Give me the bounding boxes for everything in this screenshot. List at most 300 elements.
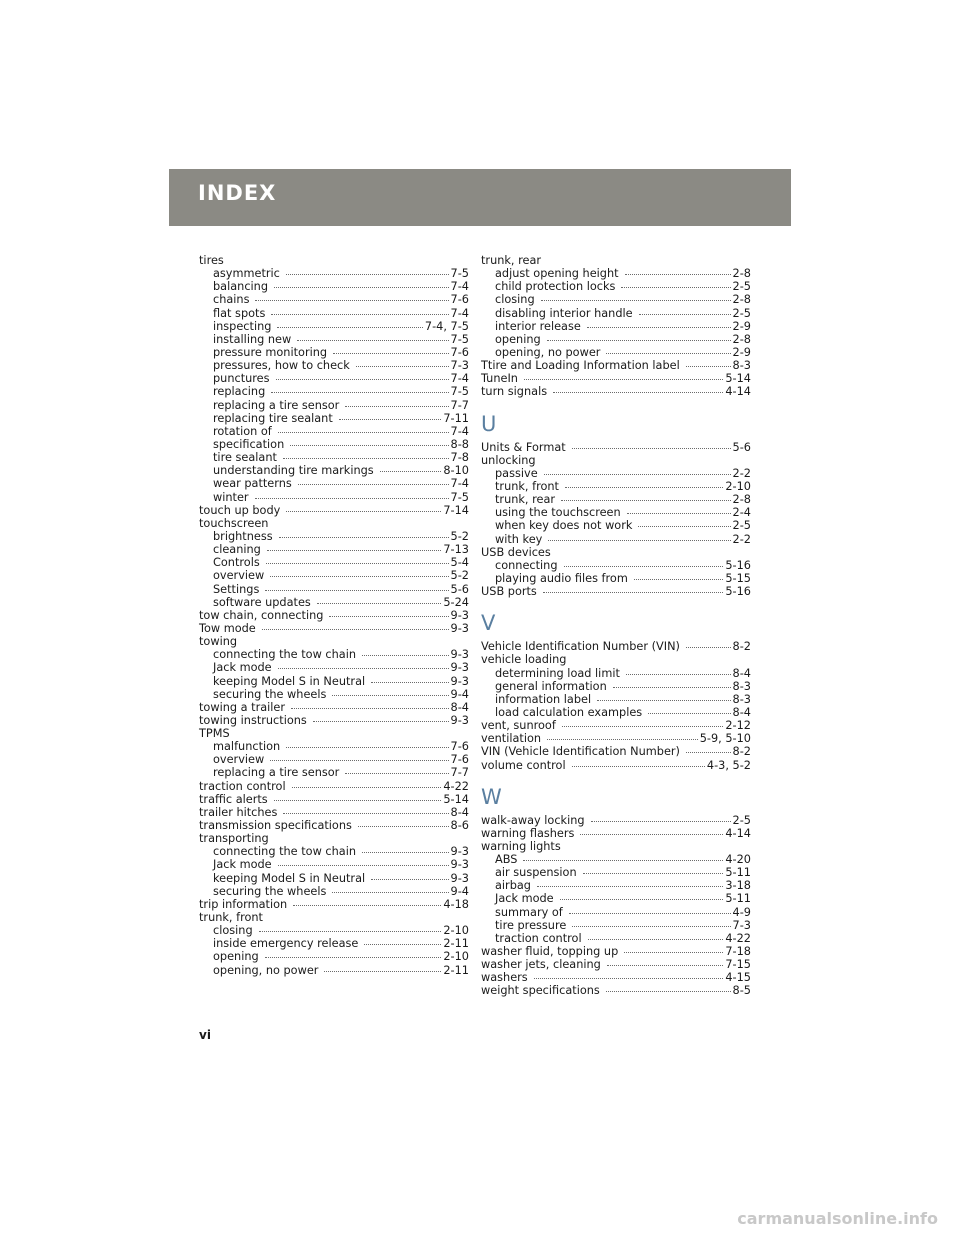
dot-leader bbox=[565, 478, 723, 488]
dot-leader bbox=[606, 982, 731, 992]
dot-leader bbox=[537, 877, 723, 887]
index-term: vehicle loading bbox=[481, 653, 567, 667]
dot-leader bbox=[345, 397, 448, 407]
index-term: keeping Model S in Neutral bbox=[213, 674, 366, 688]
index-page-ref[interactable]: 7-5 bbox=[450, 385, 469, 399]
index-page-ref[interactable]: 9-3 bbox=[450, 608, 469, 622]
index-term: securing the wheels bbox=[213, 687, 327, 701]
index-term: overview bbox=[213, 569, 265, 583]
dot-leader bbox=[597, 691, 730, 701]
index-entry bbox=[481, 984, 751, 997]
index-page-ref[interactable]: 8-2 bbox=[732, 745, 751, 759]
index-term: opening bbox=[495, 332, 541, 346]
index-section-letter: U bbox=[481, 411, 497, 436]
dot-leader bbox=[627, 504, 731, 514]
index-term: punctures bbox=[213, 372, 270, 386]
index-subentry bbox=[481, 533, 751, 546]
index-page-ref[interactable]: 2-5 bbox=[732, 306, 751, 320]
index-term: ABS bbox=[495, 853, 518, 867]
dot-leader bbox=[639, 305, 731, 315]
dot-leader bbox=[564, 557, 724, 567]
index-term: information label bbox=[495, 692, 592, 706]
index-page-ref[interactable]: 5-2 bbox=[450, 569, 469, 583]
dot-leader bbox=[283, 804, 448, 814]
index-page-ref[interactable]: 2-5 bbox=[732, 519, 751, 533]
index-page-ref[interactable]: 2-4 bbox=[732, 506, 751, 520]
index-term: rotation of bbox=[213, 424, 272, 438]
index-page-ref[interactable]: 7-6 bbox=[450, 293, 469, 307]
dot-leader bbox=[686, 638, 731, 648]
index-term: opening, no power bbox=[495, 345, 601, 359]
index-term: Units & Format bbox=[481, 440, 566, 454]
index-page-ref[interactable]: 4-15 bbox=[725, 971, 751, 985]
dot-leader bbox=[624, 943, 723, 953]
index-term: opening, no power bbox=[213, 963, 319, 977]
dot-leader bbox=[291, 699, 449, 709]
index-term: specification bbox=[213, 437, 285, 451]
index-page-ref[interactable]: 7-14 bbox=[443, 503, 469, 517]
index-term: replacing a tire sensor bbox=[213, 398, 340, 412]
index-page-ref[interactable]: 2-10 bbox=[443, 950, 469, 964]
dot-leader bbox=[290, 436, 448, 446]
index-term: washer jets, cleaning bbox=[481, 958, 601, 972]
dot-leader bbox=[255, 291, 448, 301]
index-entry bbox=[199, 504, 469, 517]
index-term: trunk, front bbox=[199, 911, 263, 925]
dot-leader bbox=[569, 904, 731, 914]
index-term: trunk, rear bbox=[481, 254, 542, 267]
dot-leader bbox=[638, 517, 730, 527]
index-page-ref[interactable]: 7-18 bbox=[725, 945, 751, 959]
index-entry bbox=[199, 898, 469, 911]
dot-leader bbox=[329, 607, 448, 617]
index-term: TPMS bbox=[199, 727, 230, 741]
index-page-ref[interactable]: 5-16 bbox=[725, 558, 751, 572]
index-page-ref[interactable]: 7-8 bbox=[450, 451, 469, 465]
index-page-ref[interactable]: 7-13 bbox=[443, 543, 469, 557]
index-term: airbag bbox=[495, 879, 531, 893]
dot-leader bbox=[345, 764, 448, 774]
dot-leader bbox=[634, 570, 724, 580]
dot-leader bbox=[259, 922, 442, 932]
index-page-ref[interactable]: 4-22 bbox=[725, 931, 751, 945]
dot-leader bbox=[278, 856, 449, 866]
index-term: Jack mode bbox=[213, 661, 272, 675]
dot-leader bbox=[572, 757, 705, 767]
index-term: with key bbox=[495, 532, 543, 546]
index-page-ref[interactable]: 2-8 bbox=[732, 332, 751, 346]
index-term: malfunction bbox=[213, 740, 281, 754]
dot-leader bbox=[286, 502, 441, 512]
index-term: Jack mode bbox=[213, 858, 272, 872]
dot-leader bbox=[606, 344, 730, 354]
dot-leader bbox=[543, 583, 724, 593]
index-term: using the touchscreen bbox=[495, 506, 621, 520]
index-term: traffic alerts bbox=[199, 792, 268, 806]
index-page-ref[interactable]: 2-11 bbox=[443, 963, 469, 977]
index-entry bbox=[481, 385, 751, 398]
dot-leader bbox=[292, 778, 442, 788]
index-term: washers bbox=[481, 971, 528, 985]
index-subentry bbox=[199, 964, 469, 977]
index-term: playing audio files from bbox=[495, 571, 628, 585]
index-term: trailer hitches bbox=[199, 805, 278, 819]
index-term: when key does not work bbox=[495, 519, 633, 533]
index-page-ref[interactable]: 9-3 bbox=[450, 661, 469, 675]
dot-leader bbox=[293, 896, 441, 906]
dot-leader bbox=[332, 883, 448, 893]
index-page-ref[interactable]: 5-11 bbox=[725, 866, 751, 880]
index-page-ref[interactable]: 2-9 bbox=[732, 319, 751, 333]
index-page-ref[interactable]: 5-16 bbox=[725, 585, 751, 599]
dot-leader bbox=[265, 948, 442, 958]
dot-leader bbox=[362, 646, 449, 656]
index-page-ref[interactable]: 9-3 bbox=[450, 871, 469, 885]
dot-leader bbox=[534, 969, 724, 979]
index-term: washer fluid, topping up bbox=[481, 945, 619, 959]
dot-leader bbox=[266, 554, 449, 564]
dot-leader bbox=[541, 291, 731, 301]
dot-leader bbox=[547, 331, 731, 341]
index-page-ref[interactable]: 7-4 bbox=[450, 306, 469, 320]
dot-leader bbox=[548, 531, 730, 541]
index-entry bbox=[199, 622, 469, 635]
index-term: tires bbox=[199, 254, 224, 267]
index-page-ref[interactable]: 9-3 bbox=[450, 845, 469, 859]
dot-leader bbox=[297, 331, 448, 341]
index-page-ref[interactable]: 8-4 bbox=[450, 700, 469, 714]
dot-leader bbox=[332, 686, 448, 696]
index-term: walk-away locking bbox=[481, 813, 585, 827]
dot-leader bbox=[553, 383, 723, 393]
index-term: vent, sunroof bbox=[481, 719, 556, 733]
dot-leader bbox=[270, 567, 448, 577]
index-term: inside emergency release bbox=[213, 937, 359, 951]
index-page-ref[interactable]: 2-10 bbox=[725, 479, 751, 493]
index-term: traction control bbox=[199, 779, 286, 793]
dot-leader bbox=[271, 383, 448, 393]
index-term: weight specifications bbox=[481, 984, 600, 998]
index-page-ref[interactable]: 7-7 bbox=[450, 766, 469, 780]
dot-leader bbox=[265, 581, 448, 591]
dot-leader bbox=[523, 851, 723, 861]
index-page-ref[interactable]: 2-8 bbox=[732, 293, 751, 307]
dot-leader bbox=[364, 935, 441, 945]
index-term: tire pressure bbox=[495, 918, 567, 932]
index-section-letter: V bbox=[481, 611, 496, 636]
index-page-ref[interactable]: 2-8 bbox=[732, 493, 751, 507]
index-term: tire sealant bbox=[213, 451, 277, 465]
dot-leader bbox=[278, 423, 449, 433]
index-page-ref[interactable]: 4-20 bbox=[725, 853, 751, 867]
index-page-ref[interactable]: 2-8 bbox=[732, 267, 751, 281]
dot-leader bbox=[561, 491, 731, 501]
index-page-ref[interactable]: 2-2 bbox=[732, 532, 751, 546]
index-term: traction control bbox=[495, 931, 582, 945]
index-page-ref[interactable]: 7-15 bbox=[725, 958, 751, 972]
index-page-ref[interactable]: 9-4 bbox=[450, 884, 469, 898]
dot-leader bbox=[371, 870, 448, 880]
dot-leader bbox=[276, 370, 449, 380]
index-page-ref[interactable]: 7-4 bbox=[450, 280, 469, 294]
index-page-ref[interactable]: 7-6 bbox=[450, 345, 469, 359]
index-page-ref[interactable]: 7-5 bbox=[450, 267, 469, 281]
index-term: USB devices bbox=[481, 545, 551, 559]
index-page-ref[interactable]: 2-5 bbox=[732, 280, 751, 294]
dot-leader bbox=[324, 962, 441, 972]
index-term: tow chain, connecting bbox=[199, 608, 324, 622]
index-page-ref[interactable]: 7-5 bbox=[450, 490, 469, 504]
dot-leader bbox=[362, 843, 449, 853]
dot-leader bbox=[625, 265, 731, 275]
index-page-ref[interactable]: 7-3 bbox=[450, 359, 469, 373]
index-term: closing bbox=[495, 293, 535, 307]
dot-leader bbox=[255, 489, 449, 499]
dot-leader bbox=[621, 278, 730, 288]
index-page-ref[interactable]: 4-22 bbox=[443, 779, 469, 793]
dot-leader bbox=[274, 278, 449, 288]
dot-leader bbox=[591, 812, 731, 822]
index-term: towing a trailer bbox=[199, 700, 286, 714]
index-term: summary of bbox=[495, 905, 563, 919]
page-number: vi bbox=[199, 1028, 211, 1042]
index-page-ref[interactable]: 8-4 bbox=[450, 805, 469, 819]
dot-leader bbox=[358, 817, 449, 827]
index-term: disabling interior handle bbox=[495, 306, 633, 320]
index-page-ref[interactable]: 7-6 bbox=[450, 740, 469, 754]
index-term: connecting the tow chain bbox=[213, 648, 356, 662]
index-page-ref[interactable]: 3-18 bbox=[725, 879, 751, 893]
dot-leader bbox=[572, 439, 731, 449]
index-term: towing instructions bbox=[199, 713, 307, 727]
index-term: installing new bbox=[213, 332, 292, 346]
index-page-ref[interactable]: 2-9 bbox=[732, 345, 751, 359]
dot-leader bbox=[613, 678, 731, 688]
dot-leader bbox=[270, 751, 448, 761]
index-page-ref[interactable]: 7-4 bbox=[450, 424, 469, 438]
index-page-ref[interactable]: 8-3 bbox=[732, 692, 751, 706]
index-term: wear patterns bbox=[213, 477, 292, 491]
index-page-ref[interactable]: 7-7 bbox=[450, 398, 469, 412]
index-entry bbox=[481, 827, 751, 840]
dot-leader bbox=[279, 528, 449, 538]
index-page-ref[interactable]: 4-14 bbox=[725, 385, 751, 399]
dot-leader bbox=[587, 318, 731, 328]
dot-leader bbox=[286, 265, 449, 275]
index-page-ref[interactable]: 8-4 bbox=[732, 666, 751, 680]
index-term: connecting bbox=[495, 558, 558, 572]
index-term: determining load limit bbox=[495, 666, 620, 680]
index-page-ref[interactable]: 5-14 bbox=[725, 372, 751, 386]
dot-leader bbox=[607, 956, 724, 966]
index-term: replacing tire sealant bbox=[213, 411, 333, 425]
index-term: touch up body bbox=[199, 503, 281, 517]
index-term: cleaning bbox=[213, 543, 261, 557]
index-page-ref[interactable]: 5-24 bbox=[443, 595, 469, 609]
index-page-ref[interactable]: 5-6 bbox=[732, 440, 751, 454]
index-term: turn signals bbox=[481, 385, 548, 399]
index-page-ref[interactable]: 8-5 bbox=[732, 984, 751, 998]
index-term: VIN (Vehicle Identification Number) bbox=[481, 745, 680, 759]
index-term: closing bbox=[213, 924, 253, 938]
dot-leader bbox=[274, 791, 442, 801]
index-page-ref[interactable]: 7-6 bbox=[450, 753, 469, 767]
dot-leader bbox=[313, 712, 449, 722]
index-term: keeping Model S in Neutral bbox=[213, 871, 366, 885]
index-term: chains bbox=[213, 293, 250, 307]
index-page-ref[interactable]: 5-14 bbox=[443, 792, 469, 806]
index-term: connecting the tow chain bbox=[213, 845, 356, 859]
dot-leader bbox=[339, 410, 442, 420]
index-page-ref[interactable]: 2-2 bbox=[732, 466, 751, 480]
index-page-ref[interactable]: 7-3 bbox=[732, 918, 751, 932]
dot-leader bbox=[317, 594, 442, 604]
index-term: replacing a tire sensor bbox=[213, 766, 340, 780]
index-term: transmission specifications bbox=[199, 819, 352, 833]
index-page-ref[interactable]: 5-6 bbox=[450, 582, 469, 596]
dot-leader bbox=[271, 305, 448, 315]
index-term: unlocking bbox=[481, 453, 536, 467]
index-term: inspecting bbox=[213, 319, 272, 333]
index-page-ref[interactable]: 5-4 bbox=[450, 556, 469, 570]
index-term: Tow mode bbox=[199, 621, 256, 635]
index-term: pressure monitoring bbox=[213, 345, 328, 359]
dot-leader bbox=[524, 370, 723, 380]
index-page-ref[interactable]: 2-12 bbox=[725, 719, 751, 733]
index-term: Ttire and Loading Information label bbox=[481, 359, 680, 373]
index-page-ref[interactable]: 5-15 bbox=[725, 571, 751, 585]
index-term: pressures, how to check bbox=[213, 359, 350, 373]
index-term: winter bbox=[213, 490, 249, 504]
index-page-ref[interactable]: 8-4 bbox=[732, 705, 751, 719]
index-term: transporting bbox=[199, 832, 269, 846]
index-term: towing bbox=[199, 635, 238, 649]
index-term: opening bbox=[213, 950, 259, 964]
dot-leader bbox=[648, 704, 730, 714]
index-term: load calculation examples bbox=[495, 705, 643, 719]
dot-leader bbox=[380, 462, 442, 472]
index-term: Settings bbox=[213, 582, 260, 596]
index-term: warning lights bbox=[481, 839, 561, 853]
index-term: ventilation bbox=[481, 732, 542, 746]
index-term: general information bbox=[495, 679, 607, 693]
index-term: overview bbox=[213, 753, 265, 767]
index-column-left bbox=[199, 254, 469, 977]
dot-leader bbox=[371, 673, 448, 683]
index-page-ref[interactable]: 8-3 bbox=[732, 679, 751, 693]
dot-leader bbox=[286, 738, 448, 748]
index-page-ref[interactable]: 9-3 bbox=[450, 648, 469, 662]
index-page-ref[interactable]: 9-4 bbox=[450, 687, 469, 701]
index-page-ref[interactable]: 9-3 bbox=[450, 858, 469, 872]
dot-leader bbox=[583, 864, 724, 874]
index-entry bbox=[481, 585, 751, 598]
index-entry bbox=[199, 714, 469, 727]
index-page-ref[interactable]: 4-18 bbox=[443, 897, 469, 911]
index-term: securing the wheels bbox=[213, 884, 327, 898]
index-term: replacing bbox=[213, 385, 266, 399]
dot-leader bbox=[298, 475, 449, 485]
dot-leader bbox=[626, 665, 731, 675]
page-title: INDEX bbox=[198, 181, 277, 205]
dot-leader bbox=[262, 620, 449, 630]
index-term: passive bbox=[495, 466, 538, 480]
index-term: child protection locks bbox=[495, 280, 616, 294]
index-term: adjust opening height bbox=[495, 267, 619, 281]
index-term: USB ports bbox=[481, 585, 537, 599]
index-term: trip information bbox=[199, 897, 288, 911]
index-term: balancing bbox=[213, 280, 268, 294]
index-term: touchscreen bbox=[199, 516, 269, 530]
index-term: understanding tire markings bbox=[213, 464, 374, 478]
index-page-ref[interactable]: 7-4 bbox=[450, 477, 469, 491]
index-page-ref[interactable]: 7-5 bbox=[450, 332, 469, 346]
index-page-ref[interactable]: 2-11 bbox=[443, 937, 469, 951]
index-page-ref[interactable]: 8-8 bbox=[450, 437, 469, 451]
index-page-ref[interactable]: 8-3 bbox=[732, 359, 751, 373]
dot-leader bbox=[544, 465, 731, 475]
dot-leader bbox=[356, 357, 449, 367]
index-page-ref[interactable]: 7-4, 7-5 bbox=[424, 319, 469, 333]
index-term: Controls bbox=[213, 556, 260, 570]
dot-leader bbox=[333, 344, 448, 354]
index-page-ref[interactable]: 2-5 bbox=[732, 813, 751, 827]
index-page-ref[interactable]: 4-14 bbox=[725, 826, 751, 840]
index-page-ref[interactable]: 8-2 bbox=[732, 640, 751, 654]
dot-leader bbox=[277, 318, 422, 328]
index-term: interior release bbox=[495, 319, 581, 333]
index-term: warning flashers bbox=[481, 826, 575, 840]
index-term: software updates bbox=[213, 595, 311, 609]
index-page-ref[interactable]: 5-9, 5-10 bbox=[699, 732, 751, 746]
index-page-ref[interactable]: 2-10 bbox=[443, 924, 469, 938]
index-term: flat spots bbox=[213, 306, 266, 320]
index-page-ref[interactable]: 9-3 bbox=[450, 621, 469, 635]
dot-leader bbox=[572, 917, 730, 927]
index-page-ref[interactable]: 5-11 bbox=[725, 892, 751, 906]
index-page-ref[interactable]: 9-3 bbox=[450, 713, 469, 727]
dot-leader bbox=[267, 541, 442, 551]
index-page-ref[interactable]: 7-4 bbox=[450, 372, 469, 386]
index-term: volume control bbox=[481, 758, 566, 772]
index-page-ref[interactable]: 5-2 bbox=[450, 529, 469, 543]
index-entry bbox=[199, 819, 469, 832]
index-page-ref[interactable]: 8-10 bbox=[443, 464, 469, 478]
index-term: asymmetric bbox=[213, 267, 280, 281]
index-entry bbox=[481, 759, 751, 772]
index-term: Jack mode bbox=[495, 892, 554, 906]
dot-leader bbox=[588, 930, 724, 940]
index-term: brightness bbox=[213, 529, 273, 543]
index-page-ref[interactable]: 7-11 bbox=[443, 411, 469, 425]
dot-leader bbox=[278, 659, 449, 669]
dot-leader bbox=[686, 357, 731, 367]
dot-leader bbox=[560, 890, 724, 900]
index-page-ref[interactable]: 4-9 bbox=[732, 905, 751, 919]
index-page-ref[interactable]: 4-3, 5-2 bbox=[706, 758, 751, 772]
index-page-ref[interactable]: 8-6 bbox=[450, 819, 469, 833]
index-term: Vehicle Identification Number (VIN) bbox=[481, 640, 680, 654]
dot-leader bbox=[283, 449, 449, 459]
index-term: trunk, front bbox=[495, 479, 559, 493]
index-page-ref[interactable]: 9-3 bbox=[450, 674, 469, 688]
index-entry bbox=[481, 441, 751, 454]
index-entry bbox=[481, 640, 751, 653]
index-term: trunk, rear bbox=[495, 493, 556, 507]
dot-leader bbox=[562, 717, 724, 727]
watermark-text: carmanualsonline.info bbox=[737, 1209, 938, 1228]
index-column-right bbox=[481, 254, 751, 998]
